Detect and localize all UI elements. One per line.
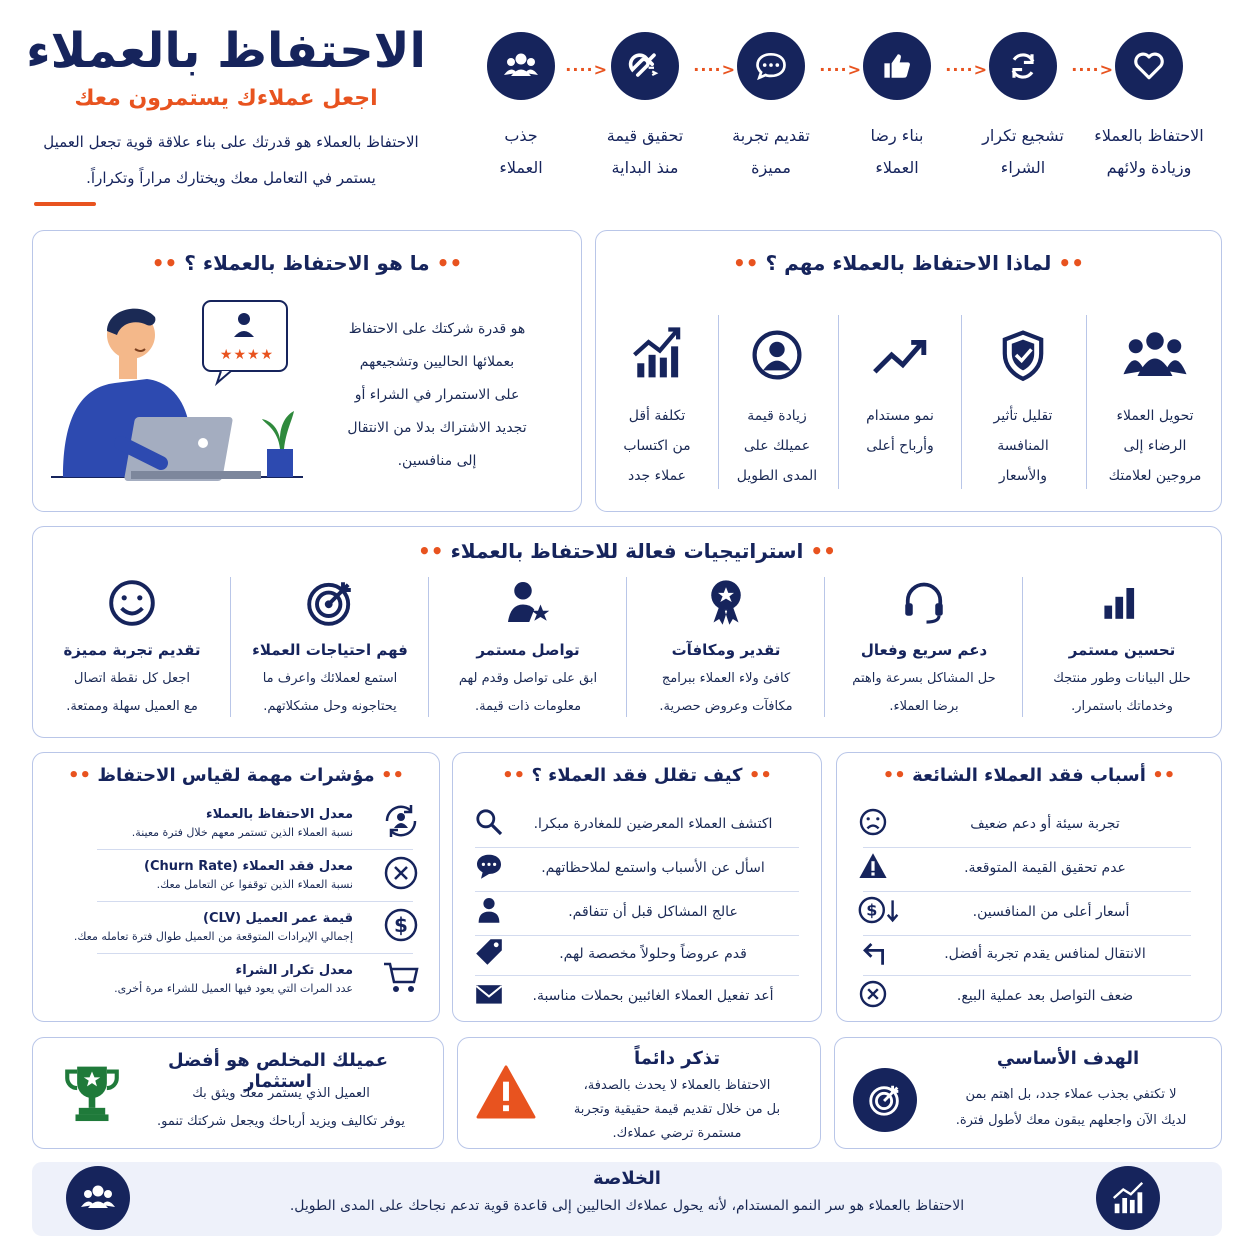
strategies-title: استراتيجيات فعالة للاحتفاظ بالعملاء xyxy=(450,539,804,563)
cause-item: الانتقال لمنافس يقدم تجربة أفضل. xyxy=(857,939,1201,969)
thumbs-up-icon xyxy=(863,32,931,100)
remember-card: تذكر دائماً الاحتفاظ بالعملاء لا يحدث بالصدفة، بل من خلال تقديم قيمة حقيقية وتجربة مستمرة ترضي عملاءك. xyxy=(457,1037,821,1149)
strategy-rewards: تقدير ومكافآت كافئ ولاء العملاء ببرامج مكافآت وعروض حصرية. xyxy=(627,577,825,721)
metrics-title: مؤشرات مهمة لقياس الاحتفاظ xyxy=(97,765,375,786)
journey-step-experience: تقديم تجربة مميزة xyxy=(716,32,826,184)
target-icon xyxy=(231,577,429,627)
reduce-title: كيف تقلل فقد العملاء ؟ xyxy=(531,765,743,786)
why-title: لماذا الاحتفاظ بالعملاء مهم ؟ xyxy=(765,251,1052,275)
alert-triangle-icon xyxy=(476,1064,536,1124)
summary-text: الاحتفاظ بالعملاء هو سر النمو المستدام، لأنه يحول عملاءك الحاليين إلى قاعدة قوية تدعم نجاحك على المدى الطويل. xyxy=(289,1198,965,1214)
what-is-title: ما هو الاحتفاظ بالعملاء ؟ xyxy=(184,251,430,275)
metrics-card: •• مؤشرات مهمة لقياس الاحتفاظ •• معدل الاحتفاظ بالعملاء نسبة العملاء الذين تستمر معهم خلال فترة معينة. معدل فقد العملاء (Churn Rate) نسبة العملاء الذين توقفوا عن التعامل معك. قيمة عمر العميل (CLV) إجمالي الإيرادات المتوقعة من العميل طوال فترة تعامله معك. $ معدل تكرار الشراء عدد المرات التي يعود فيها العميل للشراء مرة أخرى. xyxy=(32,752,440,1022)
header-underline xyxy=(34,202,96,206)
why-card: •• لماذا الاحتفاظ بالعملاء مهم ؟ •• تحويل العملاء الرضاء إلى مروجين لعلامتك تقليل تأثير المنافسة والأسعار نمو مستدام وأرباح أعلى زيادة قيمة عميلك على المدى الطويل تكلفة أقل من اكتساب عملاء جدد xyxy=(595,230,1222,512)
why-item-promoters: تحويل العملاء الرضاء إلى مروجين لعلامتك xyxy=(1095,327,1215,491)
person-icon xyxy=(473,894,505,930)
users-icon xyxy=(487,32,555,100)
journey-arrow: ····> xyxy=(565,60,608,79)
cart-icon xyxy=(381,957,421,1001)
goal-card: الهدف الأساسي لا تكتفي بجذب عملاء جدد، بل اهتم بمن لديك الآن واجعلهم يبقون معك لأطول فترة. xyxy=(834,1037,1222,1149)
why-item-value: زيادة قيمة عميلك على المدى الطويل xyxy=(719,327,835,491)
header-description: الاحتفاظ بالعملاء هو قدرتك على بناء علاقة قوية تجعل العميل يستمر في التعامل معك ويختارك مراراً وتكراراً. xyxy=(43,133,419,187)
strategy-improvement: تحسين مستمر حلل البيانات وطور منتجك وخدماتك باستمرار. xyxy=(1023,577,1221,721)
svg-text:$: $ xyxy=(394,913,408,937)
x-circle-icon xyxy=(857,978,889,1014)
warning-icon xyxy=(857,850,889,886)
user-circle-icon xyxy=(719,327,835,387)
summary-bar xyxy=(32,1162,1222,1236)
journey-arrow: ····> xyxy=(945,60,988,79)
journey-step-repeat: تشجيع تكرار الشراء xyxy=(968,32,1078,184)
loyal-title: عميلك المخلص هو أفضل استثمار xyxy=(167,1050,389,1092)
x-circle-icon xyxy=(381,853,421,897)
reduce-item: اسأل عن الأسباب واستمع لملاحظاتهم. xyxy=(473,853,801,883)
cause-item: عدم تحقيق القيمة المتوقعة. xyxy=(857,853,1201,883)
strategy-support: دعم سريع وفعال حل المشاكل بسرعة واهتم برضا العملاء. xyxy=(825,577,1023,721)
journey-step-retention: الاحتفاظ بالعملاء وزيادة ولائهم xyxy=(1094,32,1204,184)
why-item-growth: نمو مستدام وأرباح أعلى xyxy=(842,327,958,461)
rating-stars: ★★★★ xyxy=(219,347,275,363)
journey-step-attract: جذب العملاء xyxy=(466,32,576,184)
what-is-text: هو قدرة شركتك على الاحتفاظ بعملائها الحاليين وتشجيعهم على الاستمرار في الشراء أو تجديد الاشتراك بدلا من الانتقال إلى منافسين. xyxy=(347,321,527,469)
reduce-item: قدم عروضاً وحلولاً مخصصة لهم. xyxy=(473,939,801,969)
cause-item: تجربة سيئة أو دعم ضعيف xyxy=(857,809,1201,839)
trend-up-icon xyxy=(842,327,958,387)
trophy-icon xyxy=(59,1060,125,1130)
refresh-icon xyxy=(989,32,1057,100)
loyal-card: عميلك المخلص هو أفضل استثمار العميل الذي يستمر معك ويثق بك يوفر تكاليف ويزيد أرباحك ويجعل شركتك تنمو. xyxy=(32,1037,444,1149)
shield-check-icon xyxy=(965,327,1081,387)
group-icon xyxy=(1095,327,1215,387)
bar-growth-icon xyxy=(599,321,715,387)
smile-icon xyxy=(33,577,231,627)
cause-item: أسعار أعلى من المنافسين. $ xyxy=(857,897,1201,927)
cause-item: ضعف التواصل بعد عملية البيع. xyxy=(857,981,1201,1011)
strategy-experience: تقديم تجربة مميزة اجعل كل نقطة اتصال مع العميل سهلة وممتعة. xyxy=(33,577,231,721)
user-star-icon xyxy=(429,577,627,627)
metric-item: معدل الاحتفاظ بالعملاء نسبة العملاء الذين تستمر معهم خلال فترة معينة. xyxy=(51,801,421,845)
growth-chart-icon xyxy=(1096,1166,1160,1230)
journey-step-satisfaction: بناء رضا العملاء xyxy=(842,32,952,184)
strategies-card: •• استراتيجيات فعالة للاحتفاظ بالعملاء •• تحسين مستمر حلل البيانات وطور منتجك وخدماتك باستمرار. دعم سريع وفعال حل المشاكل بسرعة واهتم برضا العملاء. تقدير ومكافآت كافئ ولاء العملاء ببرامج مكافآت وعروض حصرية. تواصل مستمر ابق على تواصل وقدم لهم معلومات ذات قيمة. فهم احتياجات العملاء استمع لعملائك واعرف ما يحتاجونه وحل مشكلاتهم. تقديم تجربة مميزة اجعل كل نقطة اتصال مع العميل سهلة وممتعة. xyxy=(32,526,1222,738)
person-laptop-illustration xyxy=(51,293,341,493)
reduce-item: أعد تفعيل العملاء الغائبين بحملات مناسبة. xyxy=(473,981,801,1011)
causes-title: أسباب فقد العملاء الشائعة xyxy=(912,765,1146,786)
award-icon xyxy=(627,577,825,627)
summary-title: الخلاصة xyxy=(593,1168,661,1189)
what-is-card: •• ما هو الاحتفاظ بالعملاء ؟ •• هو قدرة شركتك على الاحتفاظ بعملائها الحاليين وتشجيعهم على الاستمرار في الشراء أو تجديد الاشتراك بدلا من الانتقال إلى منافسين. ★★★★ xyxy=(32,230,582,512)
search-icon xyxy=(473,806,505,842)
chat-icon xyxy=(737,32,805,100)
why-item-competition: تقليل تأثير المنافسة والأسعار xyxy=(965,327,1081,491)
strategy-communication: تواصل مستمر ابق على تواصل وقدم لهم معلومات ذات قيمة. xyxy=(429,577,627,721)
mail-icon xyxy=(473,978,505,1014)
header xyxy=(16,20,436,116)
heart-icon xyxy=(1115,32,1183,100)
remember-title: تذكر دائماً xyxy=(633,1048,721,1069)
goal-title: الهدف الأساسي xyxy=(996,1048,1140,1069)
bar-chart-icon xyxy=(1023,577,1221,627)
user-cycle-icon xyxy=(381,801,421,845)
page-title: الاحتفاظ بالعملاء xyxy=(26,23,426,79)
target-icon xyxy=(853,1068,917,1132)
headset-icon xyxy=(825,577,1023,627)
price-down-icon xyxy=(857,894,901,930)
chat-bubble-icon xyxy=(473,850,505,886)
dollar-icon xyxy=(381,905,421,949)
users-icon xyxy=(66,1166,130,1230)
magnet-icon xyxy=(611,32,679,100)
metric-item: معدل فقد العملاء (Churn Rate) نسبة العملاء الذين توقفوا عن التعامل معك. xyxy=(51,853,421,897)
why-item-cost: تكلفة أقل من اكتساب عملاء جدد xyxy=(599,321,715,491)
journey-arrow: ····> xyxy=(1071,60,1114,79)
journey-arrow: ····> xyxy=(819,60,862,79)
strategy-needs: فهم احتياجات العملاء استمع لعملائك واعرف ما يحتاجونه وحل مشكلاتهم. xyxy=(231,577,429,721)
sad-face-icon xyxy=(857,806,889,842)
tag-icon xyxy=(473,936,505,972)
page-subtitle: اجعل عملاءك يستمرون معك xyxy=(74,86,378,111)
journey-step-value: تحقيق قيمة منذ البداية xyxy=(590,32,700,184)
turn-arrow-icon xyxy=(857,936,889,972)
journey-arrow: ····> xyxy=(693,60,736,79)
reduce-item: اكتشف العملاء المعرضين للمغادرة مبكرا. xyxy=(473,809,801,839)
metric-item: معدل تكرار الشراء عدد المرات التي يعود فيها العميل للشراء مرة أخرى. xyxy=(51,957,421,1001)
causes-card: •• أسباب فقد العملاء الشائعة •• تجربة سيئة أو دعم ضعيف عدم تحقيق القيمة المتوقعة. أسعار أعلى من المنافسين. $ الانتقال لمنافس يقدم تجربة أفضل. ضعف التواصل بعد عملية البيع. xyxy=(836,752,1222,1022)
reduce-item: عالج المشاكل قبل أن تتفاقم. xyxy=(473,897,801,927)
reduce-card: •• كيف تقلل فقد العملاء ؟ •• اكتشف العملاء المعرضين للمغادرة مبكرا. اسأل عن الأسباب واستمع لملاحظاتهم. عالج المشاكل قبل أن تتفاقم. قدم عروضاً وحلولاً مخصصة لهم. أعد تفعيل العملاء الغائبين بحملات مناسبة. xyxy=(452,752,822,1022)
svg-text:$: $ xyxy=(866,900,878,920)
metric-item: قيمة عمر العميل (CLV) إجمالي الإيرادات المتوقعة من العميل طوال فترة تعامله معك. $ xyxy=(51,905,421,949)
